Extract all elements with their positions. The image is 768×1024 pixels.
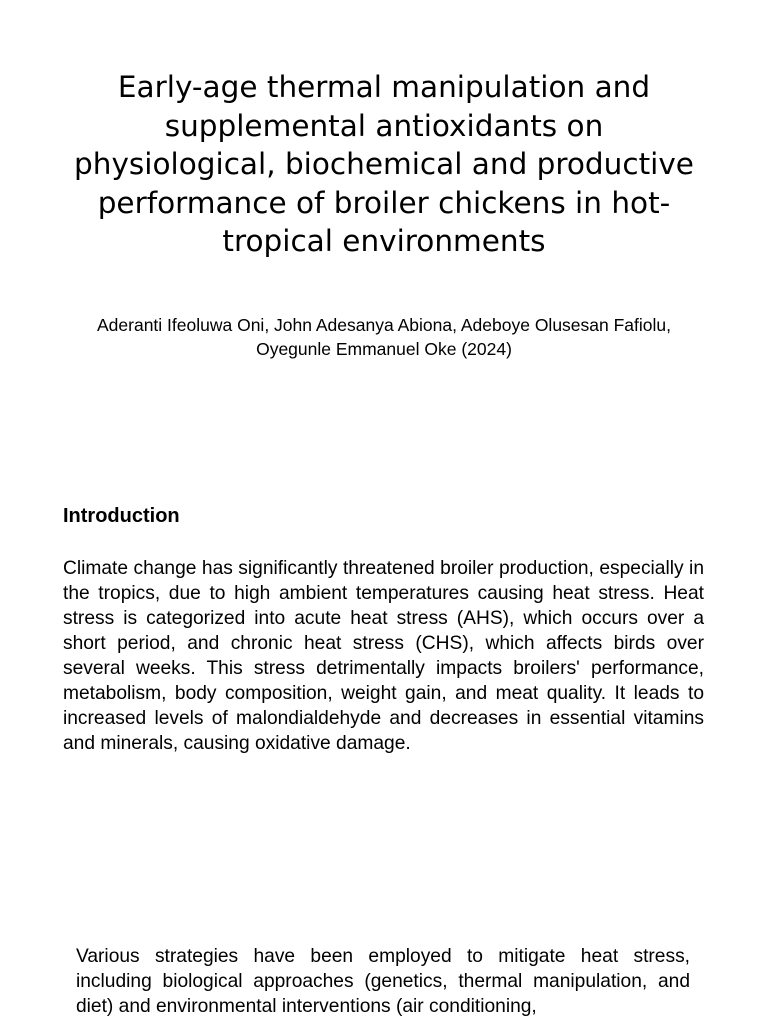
introduction-paragraph-1: Climate change has significantly threatened broiler production, especially in the tropics, due to high ambient temperatures causing heat stress. Heat stress is categorized into acute heat stress (AHS), which occurs over a short period, and chronic heat stress (CHS), which affects birds over several weeks. This stress detrimentally impacts broilers' performance, metabolism, body composition, weight gain, and meat quality. It leads to increased levels of malondialdehyde and decreases in essential vitamins and minerals, causing oxidative damage. [63, 558, 704, 754]
paper-authors: Aderanti Ifeoluwa Oni, John Adesanya Abiona, Adeboye Olusesan Fafiolu, Oyegunle Emmanuel Oke (2024) [97, 315, 671, 359]
section-heading-introduction: Introduction [63, 505, 180, 527]
introduction-paragraph-2: Various strategies have been employed to mitigate heat stress, including biological approaches (genetics, thermal manipulation, and diet) and environmental interventions (air conditioning, [76, 946, 690, 1017]
paper-title: Early-age thermal manipulation and supplemental antioxidants on physiological, biochemical and productive performance of broiler chickens in hot-tropical environments [74, 70, 694, 258]
